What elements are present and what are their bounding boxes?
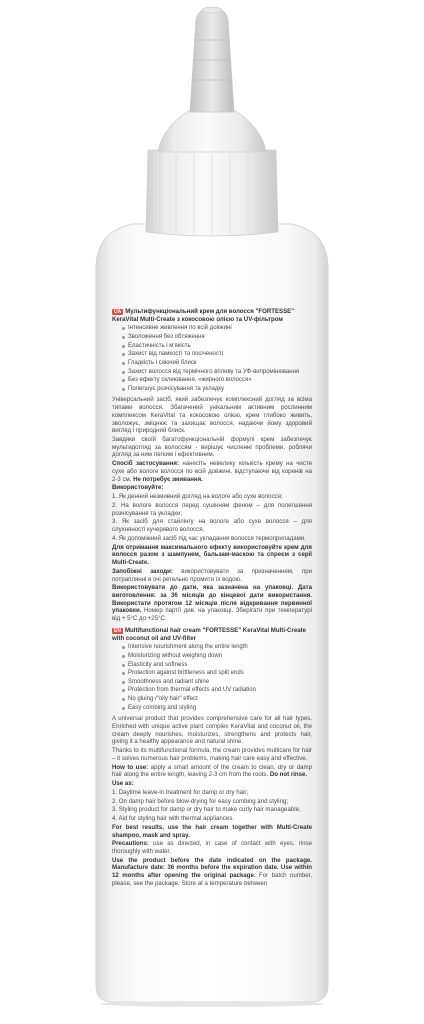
list-item: Intensive nourishment along the entire length [122, 644, 312, 652]
list-item: Easy combing and styling [122, 705, 312, 713]
ua-use-4: 4. Як допоміжний засіб під час укладання волосся термоприладами. [112, 534, 306, 542]
ua-benefits-list [122, 325, 312, 393]
en-how-to-use: How to use: apply a small amount of the cream to clean, dry or damp hair along the entire length, leaving 2-3 cm from the roots. Do not rinse. [112, 763, 312, 779]
en-precautions: Precautions: use as directed, in case of contact with eyes, rinse thoroughly with water. [112, 840, 312, 855]
list-item: Гладкість і сяючий блиск [122, 360, 312, 368]
ua-dates: Використовувати до дати, яка зазначена на упаковці. Дата виготовлення: за 36 місяців до кінцевої дати використання. Використати протягом 12 місяців після відкривання первинної упаковки. Номер партії див. на упаковці. Зберігати при температурі від + 5°С до +25°С. [112, 584, 312, 623]
en-description-2: Thanks to its multifunctional formula, the cream provides multicare for hair – it solves numerous hair problems, making hair care easy and effective. [112, 747, 312, 762]
list-item: Moisturizing without weighing down [122, 653, 312, 661]
en-best-results: For best results, use the hair cream together with Multi-Create shampoo, mask and spray. [112, 823, 312, 839]
en-use-3: 3. Styling product for damp or dry hair to make curly hair manageable, [112, 806, 301, 814]
list-item: Захист від ламкості та посіченості [122, 351, 312, 359]
ua-use-3: 3. Як засіб для стайлінгу на вологе або сухе волосся – для слухняності кучерявого волосся, [112, 518, 312, 534]
ua-description-2: Завдяки своїй багатофункціональній формулі крем забезпечує мультидогляд за волоссям - вирішує численні проблеми, роблячи догляд за ним легким і ефективним. [112, 436, 312, 459]
en-language-tag: EN [114, 627, 121, 634]
ua-best-results: Для отримання максимального ефекту використовуйте крем для волосся разом з шампунем, бальзам-маскою та спреєм з серії Multi-Create. [112, 543, 312, 567]
list-item: Зволоження без обтяження [122, 334, 312, 342]
ua-precautions: Запобіжні заходи: використовувати за призначенням, при потраплянні в очі ретельно промити їх водою. [112, 567, 312, 583]
en-use-label: Use as: [112, 780, 134, 788]
list-item: Без ефекту склеювання, «жирного волосся» [122, 377, 312, 385]
ua-use-label: Використовуйте: [112, 484, 164, 492]
list-item: Elasticity and softness [122, 662, 312, 670]
list-item: Інтенсивне живлення по всій довжині [122, 325, 312, 333]
back-label [112, 308, 312, 889]
list-item: Protection against brittleness and split ends [122, 670, 312, 678]
cap-cone [158, 110, 266, 152]
ua-language-tag: UA [114, 309, 122, 315]
en-use-1: 1. Daytime leave-in treatment for damp or dry hair; [112, 788, 249, 796]
en-dates: Use the product before the date indicated on the package. Manufacture date: 36 months before the expiration date. Use within 12 months after opening the original package. For batch number, please, see the package. Store at a temperature between [112, 856, 313, 887]
list-item: Еластичність і м'якість [122, 343, 312, 351]
list-item: Захист волосся від термічного впливу та УФ-випромінювання [122, 369, 312, 377]
en-title: EN Multifunctional hair cream "FORTESSE" KeraVital Multi-Create with coconut oil and UV-filter [112, 626, 307, 642]
en-benefits-list [122, 644, 312, 712]
ua-how-to-use: Спосіб застосування: нанесіть невелику кількість крему на чисте сухе або вологе волосся по всій довжині, відступаючи від коренів на 2-3 см. Не потребує змивання. [112, 460, 312, 483]
ua-use-2: 2. На вологе волосся перед сушінням феном – для полегшення розчісування та укладки; [112, 501, 312, 517]
en-use-4: 4. Aid for styling hair with thermal appliances. [112, 815, 234, 823]
en-use-2: 2. On damp hair before blow-drying for easy combing and styling; [112, 797, 289, 805]
bottle-base-shadow [100, 1001, 324, 1007]
list-item: Protection from thermal effects and UV radiation [122, 687, 312, 695]
ua-description: Універсальний засіб, який забезпечує комплексний догляд за всіма типами волосся. Збагачений унікальним активним рослинним комплексом KeraVital та кокосовою олією, крем глибоко живить, зволожує, зміцнює та захищає волосся, надаючи йому здоровий вигляд і природний блиск. [112, 396, 312, 435]
list-item: Smoothness and radiant shine [122, 679, 312, 687]
list-item: Полегшує розчісування та укладку [122, 386, 312, 394]
list-item: No gluing /"oily hair" effect [122, 696, 312, 704]
ua-title: UA Мультифункціональний крем для волосся "FORTESSE" KeraVital Multi-Create з кокосовою олією та UV-фільтром [112, 308, 295, 323]
nozzle-tip [202, 7, 222, 13]
ua-use-1: 1. Як денний незмивний догляд на вологе або сухе волосся; [112, 493, 283, 501]
en-description: A universal product that provides comprehensive care for all hair types. Enriched with unique active plant complex KeraVital and coconut oil, the cream deeply nourishes, moisturizes, strengthens and protects hair, giving it a healthy appearance and natural shine. [112, 715, 312, 746]
